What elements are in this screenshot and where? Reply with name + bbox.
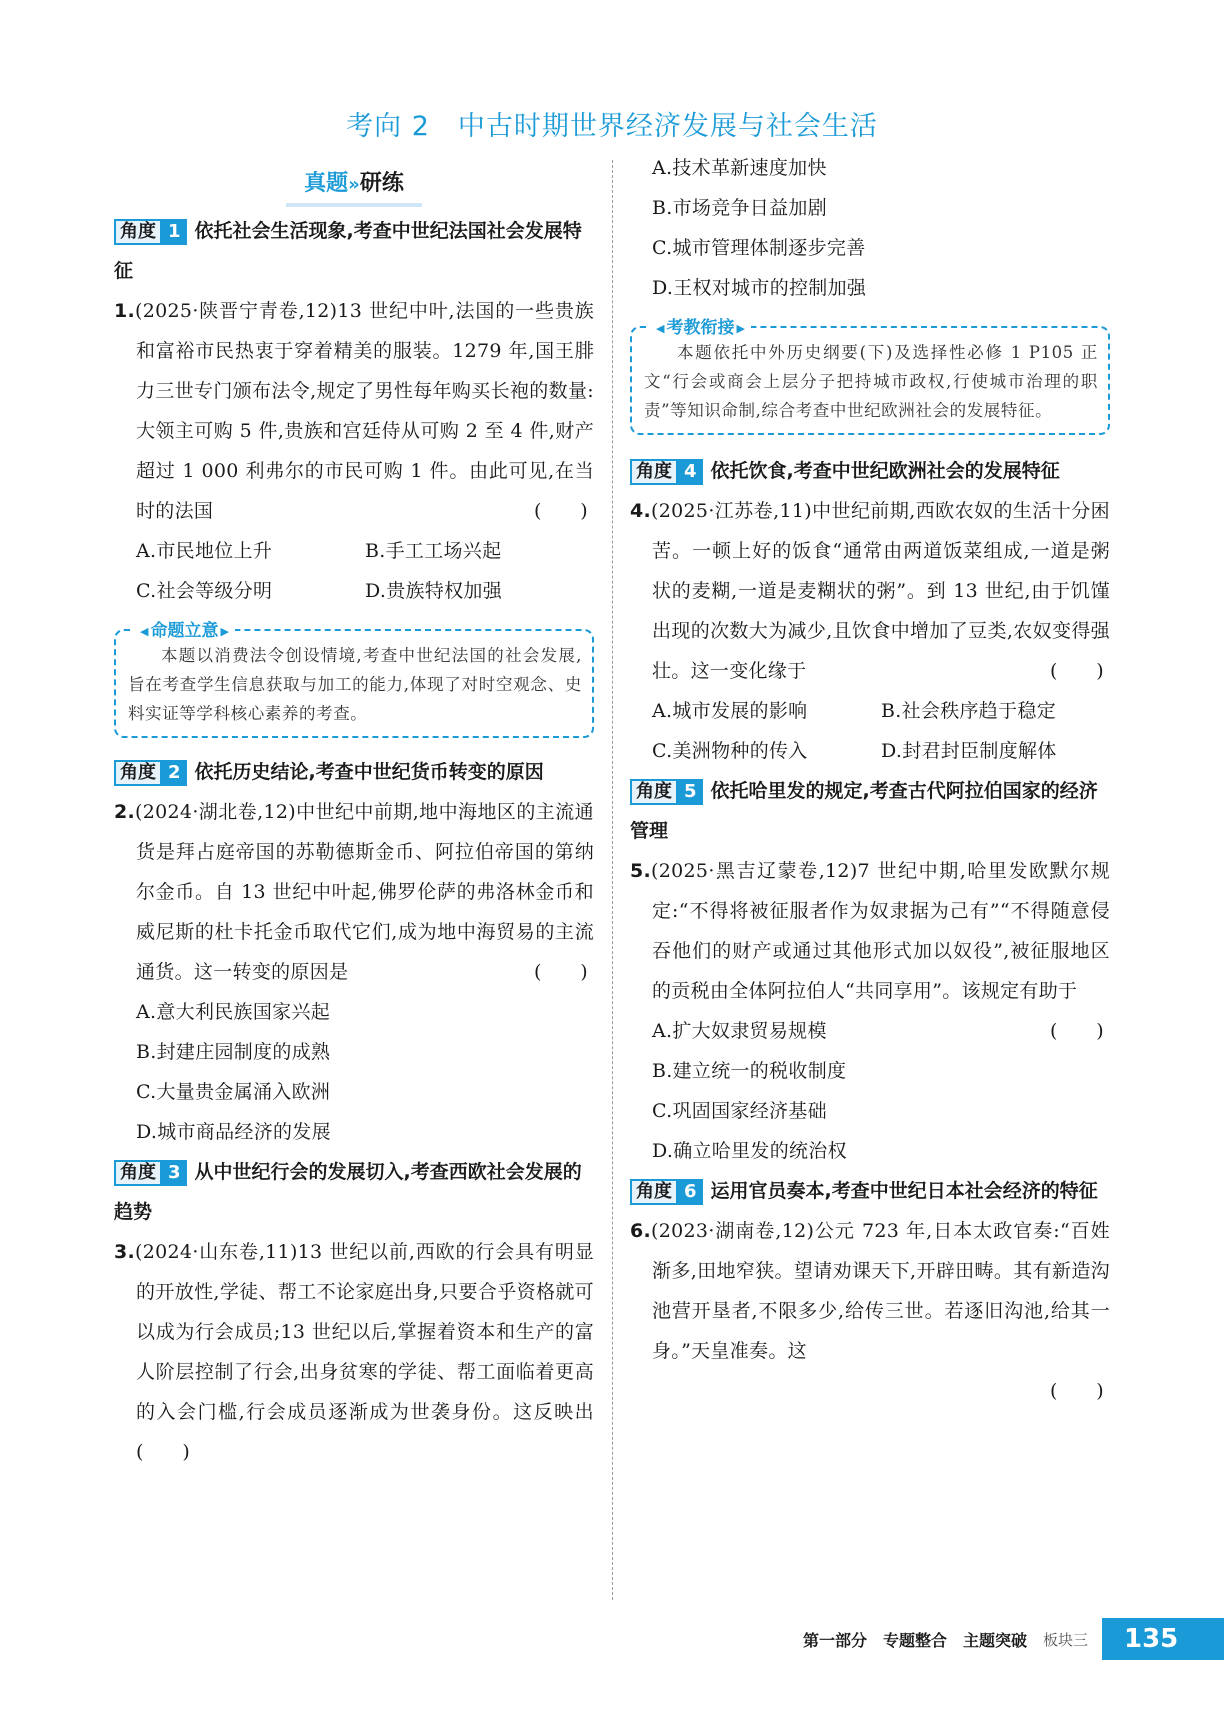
angle-6-heading: 角度 6 运用官员奏本,考查中世纪日本社会经济的特征 (630, 1171, 1110, 1211)
question-3-options (630, 148, 1110, 308)
option-b: B.建立统一的税收制度 (652, 1060, 847, 1082)
option-c: C.大量贵金属涌入欧洲 (136, 1081, 331, 1103)
question-2: 2.(2024·湖北卷,12)中世纪中前期,地中海地区的主流通货是拜占庭帝国的苏勒德斯金币、阿拉伯帝国的第纳尔金币。自 13 世纪中叶起,佛罗伦萨的弗洛林金币和威尼斯的杜卡托金币取代它们,成为地中海贸易的主流通货。这一转变的原因是 ( ) A.意大利民族国家兴起 B.封建庄园制度的成熟 C.大量贵金属涌入欧洲 D.城市商品经济的发展 (114, 792, 594, 1152)
left-column (114, 164, 594, 1472)
triangle-left-icon: ◀ (656, 321, 665, 335)
section-header-b: 研练 (359, 171, 404, 196)
right-column (630, 148, 1110, 1411)
answer-blank: ( ) (1049, 1380, 1104, 1402)
option-a: A.意大利民族国家兴起 (136, 1001, 331, 1023)
option-b: B.市场竞争日益加剧 (652, 197, 828, 219)
angle-3-heading: 角度 3 从中世纪行会的发展切入,考查西欧社会发展的趋势 (114, 1161, 582, 1223)
note-box-link: ◀ 考教衔接 ▶ 本题依托中外历史纲要(下)及选择性必修 1 P105 正文“行会或商会上层分子把持城市政权,行使城市治理的职责”等知识命制,综合考查中世纪欧洲社会的发展特征。 (630, 326, 1110, 435)
option-d: D.贵族特权加强 (365, 580, 502, 602)
chevron-icon: » (348, 174, 360, 195)
answer-blank: ( ) (533, 961, 588, 983)
option-a: A.扩大奴隶贸易规模 (652, 1020, 827, 1042)
angle-2-heading: 角度 2 依托历史结论,考查中世纪货币转变的原因 (114, 752, 594, 792)
page-title-text: 中古时期世界经济发展与社会生活 (457, 111, 878, 142)
option-d: D.王权对城市的控制加强 (652, 277, 867, 299)
page-footer (803, 1618, 1224, 1660)
angle-tag: 角度 1 (114, 219, 187, 245)
option-a: A.市民地位上升 (136, 540, 273, 562)
answer-blank: ( ) (1049, 1020, 1104, 1042)
option-d: D.封君封臣制度解体 (881, 740, 1057, 762)
question-6: 6.(2023·湖南卷,12)公元 723 年,日本太政官奏:“百姓渐多,田地窄狭。望请劝课天下,开辟田畴。其有新造沟池营开垦者,不限多少,给传三世。若逐旧沟池,给其一身。”天皇准奏。这 ( ) (630, 1211, 1110, 1411)
answer-blank: ( ) (136, 1441, 191, 1463)
note-box-intent: ◀ 命题立意 ▶ 本题以消费法令创设情境,考查中世纪法国的社会发展,旨在考查学生信息获取与加工的能力,体现了对时空观念、史料实证等学科核心素养的考查。 (114, 629, 594, 738)
option-c: C.巩固国家经济基础 (652, 1100, 827, 1122)
question-3: 3.(2024·山东卷,11)13 世纪以前,西欧的行会具有明显的开放性,学徒、帮工不论家庭出身,只要合乎资格就可以成为行会成员;13 世纪以后,掌握着资本和生产的富人阶层控制了行会,出身贫寒的学徒、帮工面临着更高的入会门槛,行会成员逐渐成为世袭身份。这反映出( ) (114, 1241, 594, 1463)
option-c: C.城市管理体制逐步完善 (652, 237, 866, 259)
page-number: 135 (1102, 1618, 1224, 1660)
footer-block: 板块三 (1042, 1630, 1088, 1649)
page-title-prefix: 考向 2 (346, 111, 430, 142)
option-b: B.手工工场兴起 (365, 540, 502, 562)
answer-blank: ( ) (1049, 660, 1104, 682)
option-a: A.技术革新速度加快 (652, 157, 827, 179)
option-b: B.社会秩序趋于稳定 (881, 700, 1057, 722)
option-a: A.城市发展的影响 (652, 700, 808, 722)
footer-breadcrumb: 第一部分 专题整合 主题突破 (802, 1630, 1027, 1650)
section-header (114, 164, 594, 207)
question-1: 1.(2025·陕晋宁青卷,12)13 世纪中叶,法国的一些贵族和富裕市民热衷于穿着精美的服装。1279 年,国王腓力三世专门颁布法令,规定了男性每年购买长袍的数量:大领主可购 5 件,贵族和宫廷侍从可购 2 至 4 件,财产超过 1 000 利弗尔的市民可购 1 件。由此可见,在当时的法国 ( ) A.市民地位上升 B.手工工场兴起 C.社会等级分明 D.贵族特权加强 (114, 291, 594, 611)
angle-tag: 角度 5 (630, 779, 703, 805)
answer-blank: ( ) (533, 500, 588, 522)
option-c: C.美洲物种的传入 (652, 740, 808, 762)
option-c: C.社会等级分明 (136, 580, 273, 602)
page-title (0, 104, 1224, 143)
option-d: D.城市商品经济的发展 (136, 1121, 331, 1143)
angle-tag: 角度 3 (114, 1160, 187, 1186)
section-header-a: 真题 (304, 171, 349, 196)
angle-tag: 角度 2 (114, 760, 187, 786)
angle-4-heading: 角度 4 依托饮食,考查中世纪欧洲社会的发展特征 (630, 451, 1110, 491)
option-d: D.确立哈里发的统治权 (652, 1140, 847, 1162)
angle-tag: 角度 4 (630, 459, 703, 485)
option-b: B.封建庄园制度的成熟 (136, 1041, 331, 1063)
triangle-left-icon: ◀ (140, 624, 149, 638)
triangle-right-icon: ▶ (736, 321, 745, 335)
angle-1-heading: 角度 1 依托社会生活现象,考查中世纪法国社会发展特征 (114, 220, 582, 282)
question-4: 4.(2025·江苏卷,11)中世纪前期,西欧农奴的生活十分困苦。一顿上好的饭食“通常由两道饭菜组成,一道是粥状的麦糊,一道是麦糊状的粥”。到 13 世纪,由于饥馑出现的次数大为减少,且饮食中增加了豆类,农奴变得强壮。这一变化缘于 ( ) A.城市发展的影响 B.社会秩序趋于稳定 C.美洲物种的传入 D.封君封臣制度解体 (630, 491, 1110, 771)
triangle-right-icon: ▶ (220, 624, 229, 638)
column-divider (612, 160, 613, 1600)
question-5: 5.(2025·黑吉辽蒙卷,12)7 世纪中期,哈里发欧默尔规定:“不得将被征服者作为奴隶据为己有”“不得随意侵吞他们的财产或通过其他形式加以奴役”,被征服地区的贡税由全体阿拉伯人“共同享用”。该规定有助于 ( ) A.扩大奴隶贸易规模 B.建立统一的税收制度 C.巩固国家经济基础 D.确立哈里发的统治权 (630, 851, 1110, 1171)
angle-tag: 角度 6 (630, 1179, 703, 1205)
angle-5-heading: 角度 5 依托哈里发的规定,考查古代阿拉伯国家的经济管理 (630, 780, 1098, 842)
